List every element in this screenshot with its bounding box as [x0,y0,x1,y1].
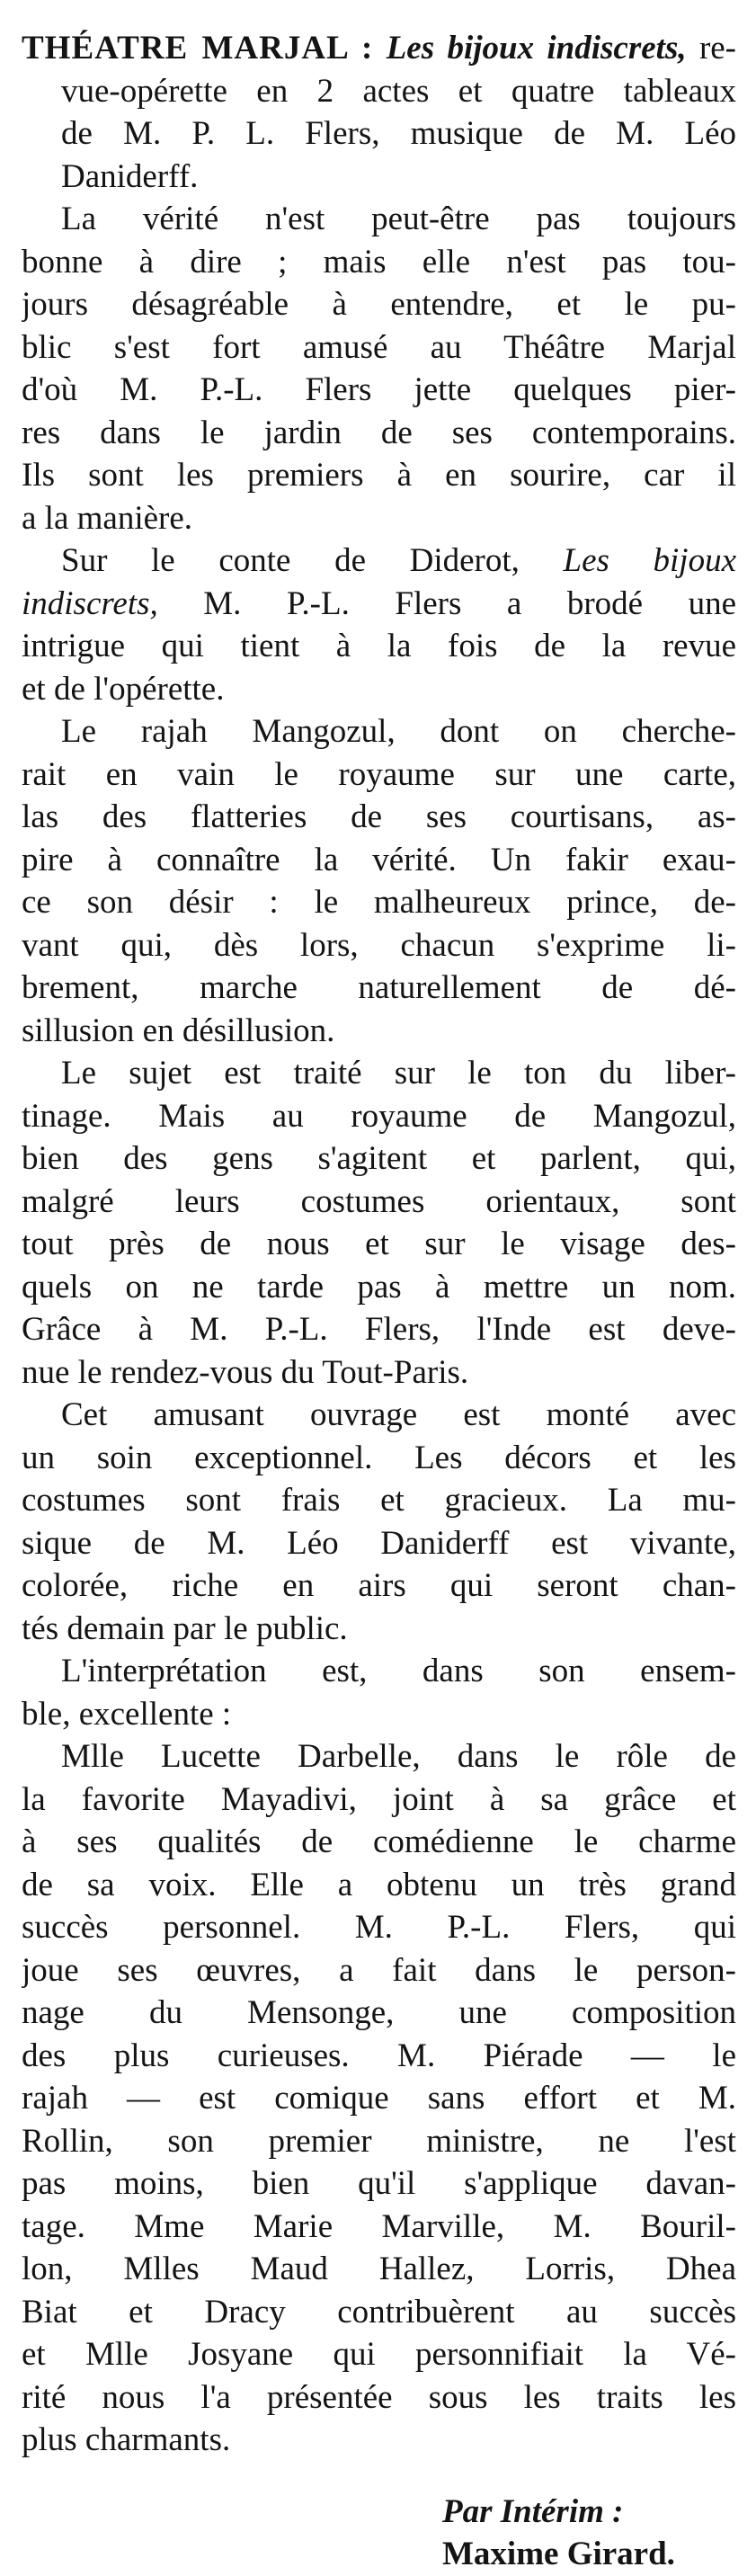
text-line: de sa voix. Elle a obtenu un très grand [22,1866,736,1903]
text-line: bien des gens s'agitent et parlent, qui, [22,1140,736,1177]
signature-by: Par Intérim : [442,2492,624,2530]
article-heading [22,27,736,198]
text-line: des plus curieuses. M. Piérade — le [22,2037,736,2074]
paragraph-5 [22,1394,736,1650]
text-line: et Mlle Josyane qui personnifiait la Vé- [22,2336,736,2373]
paragraph-2 [22,539,736,710]
text-line: a la manière. [22,499,193,537]
text-line: Ils sont les premiers à en sourire, car il [22,457,736,494]
paragraph-7 [22,1735,736,2462]
paragraph-6 [22,1650,736,1735]
text-line: Cet amusant ouvrage est monté avec [61,1396,736,1433]
text-line: joue ses œuvres, a fait dans le person- [22,1951,736,1989]
text-line: la favorite Mayadivi, joint à sa grâce et [22,1780,736,1818]
text-line: vant qui, dès lors, chacun s'exprime li- [22,926,736,964]
text-line: pire à connaître la vérité. Un fakir exau- [22,841,736,878]
text-line: intrigue qui tient à la fois de la revue [22,628,736,664]
text-line: ce son désir : le malheureux prince, de- [22,884,736,921]
heading-line: Daniderff. [61,157,199,195]
text-span: Sur le conte de Diderot, [61,542,520,579]
text-line: las des flatteries de ses courtisans, as- [22,798,736,835]
text-line: succès personnel. M. P.-L. Flers, qui [22,1909,736,1946]
heading-text: re- [698,30,736,67]
text-line [22,539,736,583]
paragraph-1 [22,198,736,539]
text-line: Le rajah Mangozul, dont on cherche- [61,713,736,750]
text-span: M. P.-L. Flers a brodé une [203,584,736,622]
paragraph-4 [22,1052,736,1394]
text-line: et de l'opérette. [22,670,225,708]
work-title: Les bijoux indiscrets, [386,30,687,67]
text-line: jours désagréable à entendre, et le pu- [22,286,736,323]
text-line: costumes sont frais et gracieux. La mu- [22,1482,736,1519]
text-line: rajah — est comique sans effort et M. [22,2080,736,2117]
text-line: Biat et Dracy contribuèrent au succès [22,2293,736,2331]
text-line [22,583,736,626]
text-line: Mlle Lucette Darbelle, dans le rôle de [61,1738,736,1775]
text-line: nue le rendez-vous du Tout-Paris. [22,1353,469,1391]
text-line: brement, marche naturellement de dé- [22,969,736,1006]
heading-line: de M. P. L. Flers, musique de M. Léo [61,115,736,152]
heading-line [22,27,736,70]
text-line: res dans le jardin de ses contemporains. [22,414,736,451]
text-line: L'interprétation est, dans son ensem- [61,1653,736,1689]
text-line: quels on ne tarde pas à mettre un nom. [22,1268,736,1306]
text-line: à ses qualités de comédienne le charme [22,1823,736,1860]
text-line: tage. Mme Marie Marville, M. Bouril- [22,2207,736,2245]
italic-title: indiscrets, [22,584,158,622]
text-line: Rollin, son premier ministre, ne l'est [22,2122,736,2160]
text-line: colorée, riche en airs qui seront chan- [22,1567,736,1604]
italic-title: Les bijoux [563,542,736,579]
signature-name: Maxime Girard. [442,2536,675,2572]
heading-line: vue-opérette en 2 actes et quatre tableaux [61,72,736,110]
text-line: pas moins, bien qu'il s'applique davan- [22,2165,736,2202]
text-line: tinage. Mais au royaume de Mangozul, [22,1097,736,1135]
text-line: plus charmants. [22,2421,231,2458]
text-line: blic s'est fort amusé au Théâtre Marjal [22,328,736,366]
text-line: bonne à dire ; mais elle n'est pas tou- [22,243,736,281]
text-line: La vérité n'est peut-être pas toujours [61,201,736,237]
text-line: un soin exceptionnel. Les décors et les [22,1439,736,1476]
text-line: Grâce à M. P.-L. Flers, l'Inde est deve- [22,1311,736,1348]
text-line: ble, excellente : [22,1695,232,1733]
text-line: rité nous l'a présentée sous les traits les [22,2378,736,2416]
text-line: Le sujet est traité sur le ton du liber- [61,1055,736,1092]
text-line: tés demain par le public. [22,1609,348,1647]
theatre-name: THÉATRE MARJAL : [22,30,374,67]
text-line: malgré leurs costumes orientaux, sont [22,1182,736,1220]
text-line: sique de M. Léo Daniderff est vivante, [22,1524,736,1562]
text-line: tout près de nous et sur le visage des- [22,1226,736,1262]
text-line: rait en vain le royaume sur une carte, [22,755,736,793]
text-line: sillusion en désillusion. [22,1012,335,1049]
text-line: nage du Mensonge, une composition [22,1994,736,2031]
text-line: lon, Mlles Maud Hallez, Lorris, Dhea [22,2251,736,2287]
text-line: d'où M. P.-L. Flers jette quelques pier- [22,371,736,408]
signature [22,2491,736,2576]
paragraph-3 [22,710,736,1052]
